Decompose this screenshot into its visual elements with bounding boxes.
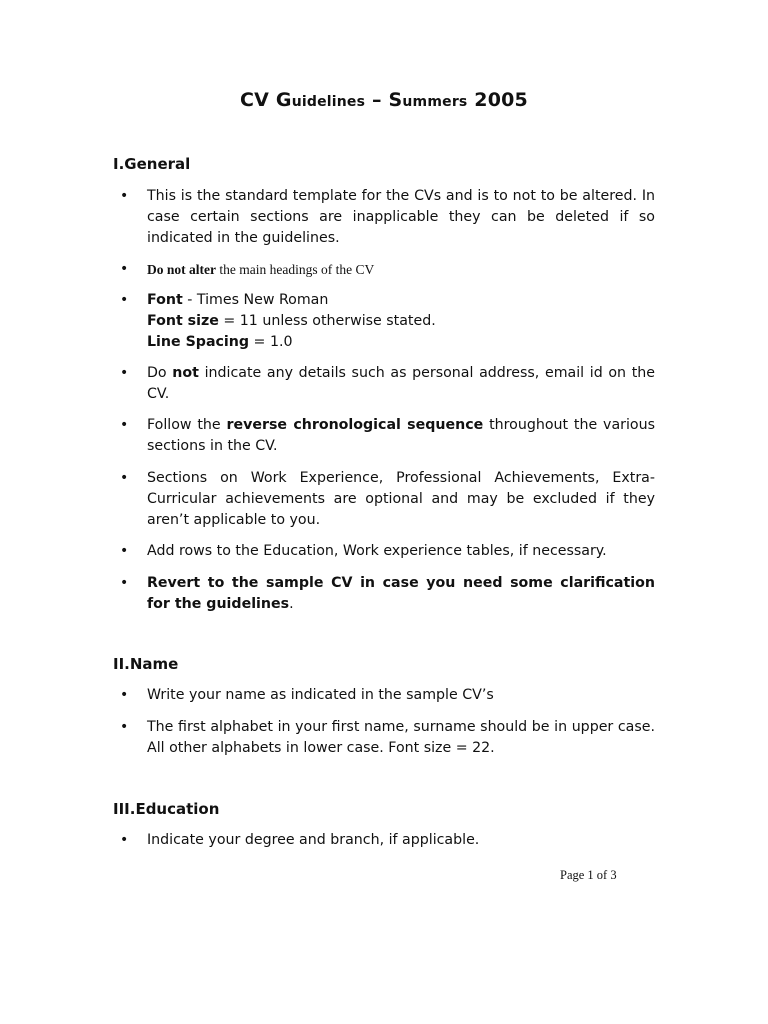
bold-text: Line Spacing: [147, 334, 250, 350]
text-span: throughout the various sections in the CV.: [147, 417, 655, 454]
list-item: [120, 685, 655, 706]
item-text: [147, 573, 655, 615]
text-span: the main headings of the CV: [215, 262, 375, 277]
bold-text: not: [172, 365, 199, 381]
bold-text: Font size: [147, 313, 219, 329]
text-span: .: [289, 596, 294, 612]
list-item: [120, 541, 655, 562]
bullet-icon: •: [120, 188, 129, 204]
bold-text: reverse chronological sequence: [226, 417, 484, 433]
item-text: [147, 363, 655, 405]
bullet-icon: •: [120, 575, 129, 591]
section-heading-general: I.General: [113, 155, 191, 173]
list-item: [120, 186, 655, 249]
list-item: [120, 290, 655, 353]
item-text: The first alphabet in your first name, surname should be in upper case. All other alphabets in lower case. Font size = 22.: [147, 719, 655, 756]
item-text: Add rows to the Education, Work experience tables, if necessary.: [147, 543, 607, 559]
page-number: Page 1 of 3: [560, 868, 617, 882]
item-text: Indicate your degree and branch, if applicable.: [147, 832, 480, 848]
item-text: [147, 259, 655, 280]
bold-text: Revert to the sample CV in case you need some clarification for the guidelines: [147, 575, 655, 612]
item-text: [147, 415, 655, 457]
text-span: Follow the: [147, 417, 227, 433]
item-text: Write your name as indicated in the sample CV’s: [147, 687, 494, 703]
text-span: Do: [147, 365, 173, 381]
bold-text: Font: [147, 292, 183, 308]
text-span: - Times New Roman: [182, 292, 329, 308]
bullet-icon: •: [120, 417, 129, 433]
item-text: This is the standard template for the CVs and is to not to be altered. In case certain sections are inapplicable they can be deleted if so indicated in the guidelines.: [147, 188, 655, 246]
title-part: 2005: [467, 89, 528, 111]
list-item: [120, 468, 655, 531]
list-item: [120, 363, 655, 405]
title-part: – S: [365, 89, 403, 111]
list-item: [120, 717, 655, 759]
text-span: = 1.0: [249, 334, 293, 350]
bullet-icon: •: [120, 543, 129, 559]
title-part: uidelines: [291, 94, 366, 110]
bullet-icon: •: [120, 365, 129, 381]
title-part: ummers: [402, 94, 468, 110]
list-item: [120, 259, 655, 280]
list-item: [120, 415, 655, 457]
list-item: [120, 830, 655, 851]
bullet-icon: •: [120, 719, 129, 735]
text-span: indicate any details such as personal address, email id on the CV.: [147, 365, 655, 402]
bullet-icon: •: [120, 261, 129, 277]
item-text: [147, 290, 655, 353]
text-span: = 11 unless otherwise stated.: [218, 313, 436, 329]
item-text: Sections on Work Experience, Professional Achievements, Extra-Curricular achievements are optional and may be excluded if they aren’t applicable to you.: [147, 470, 655, 528]
document-title: [0, 89, 768, 111]
title-part: CV G: [240, 89, 292, 111]
list-item: [120, 573, 655, 615]
bullet-icon: •: [120, 687, 129, 703]
bullet-icon: •: [120, 470, 129, 486]
bullet-icon: •: [120, 832, 129, 848]
section-heading-education: III.Education: [113, 800, 220, 818]
bullet-icon: •: [120, 292, 129, 308]
bold-text: Do not alter: [147, 262, 216, 277]
section-heading-name: II.Name: [113, 655, 179, 673]
